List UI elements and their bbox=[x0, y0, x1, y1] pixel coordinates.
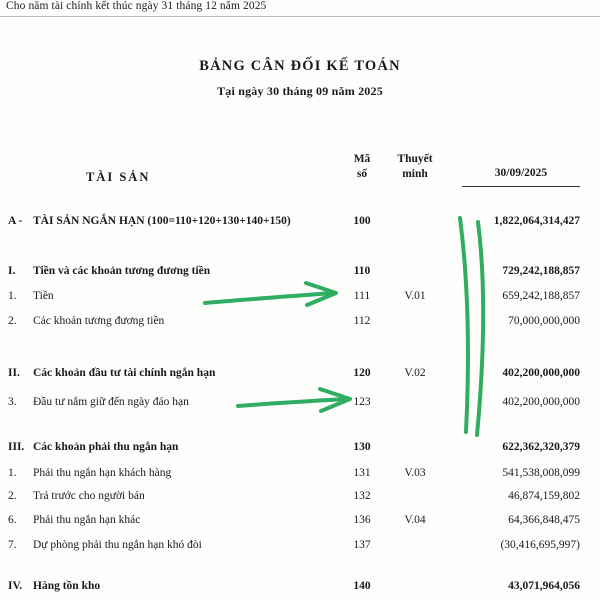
row-index: 3. bbox=[8, 396, 17, 408]
column-header-code-line2: số bbox=[356, 168, 368, 180]
row-index: 2. bbox=[8, 490, 17, 502]
row-index: II. bbox=[8, 367, 20, 379]
row-note: V.04 bbox=[404, 514, 426, 526]
row-code: 137 bbox=[353, 539, 371, 551]
row-value: 64,366,848,475 bbox=[508, 514, 580, 526]
row-note: V.03 bbox=[404, 467, 426, 479]
table-row bbox=[0, 265, 600, 283]
row-value: 402,200,000,000 bbox=[502, 396, 580, 408]
column-header-period-rule bbox=[462, 186, 580, 187]
row-code: 100 bbox=[353, 215, 371, 227]
row-label: Các khoản tương đương tiền bbox=[33, 315, 165, 327]
header-divider bbox=[0, 16, 600, 17]
row-value: 729,242,188,857 bbox=[502, 265, 580, 277]
row-code: 112 bbox=[353, 315, 371, 327]
column-header-note-line1: Thuyết bbox=[397, 153, 433, 165]
column-header-note bbox=[388, 152, 442, 182]
row-label: Phải thu ngắn hạn khác bbox=[33, 514, 141, 526]
row-index: I. bbox=[8, 265, 16, 277]
column-header-code-line1: Mã bbox=[353, 153, 371, 165]
row-index: 7. bbox=[8, 539, 17, 551]
row-label: Đầu tư nắm giữ đến ngày đáo hạn bbox=[33, 396, 189, 408]
document-title: BẢNG CÂN ĐỐI KẾ TOÁN bbox=[199, 58, 401, 74]
table-row bbox=[0, 490, 600, 508]
row-label: TÀI SẢN NGẮN HẠN (100=110+120+130+140+150) bbox=[33, 215, 291, 227]
row-value: 70,000,000,000 bbox=[508, 315, 580, 327]
column-header-assets: TÀI SẢN bbox=[86, 170, 151, 184]
row-note: V.01 bbox=[404, 290, 426, 302]
row-index: A - bbox=[8, 215, 23, 227]
row-value: 46,874,159,802 bbox=[508, 490, 580, 502]
row-code: 130 bbox=[353, 441, 371, 453]
row-index: 2. bbox=[8, 315, 17, 327]
table-row bbox=[0, 580, 600, 598]
column-header-period: 30/09/2025 bbox=[494, 167, 548, 179]
row-code: 131 bbox=[353, 467, 371, 479]
table-row bbox=[0, 441, 600, 459]
row-label: Dự phòng phải thu ngắn hạn khó đòi bbox=[33, 539, 202, 551]
row-index: IV. bbox=[8, 580, 23, 592]
table-row bbox=[0, 396, 600, 414]
row-index: 1. bbox=[8, 467, 17, 479]
row-code: 111 bbox=[353, 290, 371, 302]
row-index: 6. bbox=[8, 514, 17, 526]
table-row bbox=[0, 539, 600, 557]
row-label: Tiền và các khoản tương đương tiền bbox=[33, 265, 211, 277]
row-label: Phải thu ngắn hạn khách hàng bbox=[33, 467, 172, 479]
row-code: 140 bbox=[353, 580, 371, 592]
row-value: (30,416,695,997) bbox=[500, 539, 580, 551]
column-header-code bbox=[345, 152, 379, 182]
table-row bbox=[0, 290, 600, 308]
row-code: 136 bbox=[353, 514, 371, 526]
row-value: 1,822,064,314,427 bbox=[493, 215, 580, 227]
table-row bbox=[0, 514, 600, 532]
row-value: 659,242,188,857 bbox=[502, 290, 580, 302]
row-code: 123 bbox=[353, 396, 371, 408]
row-value: 541,538,008,099 bbox=[502, 467, 580, 479]
row-value: 622,362,320,379 bbox=[502, 441, 580, 453]
row-label: Tiền bbox=[33, 290, 54, 302]
row-note: V.02 bbox=[404, 367, 426, 379]
row-index: 1. bbox=[8, 290, 17, 302]
row-label: Các khoản đầu tư tài chính ngắn hạn bbox=[33, 367, 216, 379]
row-code: 120 bbox=[353, 367, 371, 379]
column-header-note-line2: minh bbox=[402, 168, 428, 180]
row-code: 110 bbox=[353, 265, 371, 277]
table-row bbox=[0, 215, 600, 233]
fiscal-year-note: Cho năm tài chính kết thúc ngày 31 tháng 12 năm 2025 bbox=[6, 0, 267, 12]
document-subtitle: Tại ngày 30 tháng 09 năm 2025 bbox=[217, 84, 383, 98]
row-label: Các khoản phải thu ngắn hạn bbox=[33, 441, 179, 453]
row-index: III. bbox=[8, 441, 25, 453]
row-code: 132 bbox=[353, 490, 371, 502]
row-value: 402,200,000,000 bbox=[502, 367, 580, 379]
row-label: Trả trước cho người bán bbox=[33, 490, 145, 502]
row-value: 43,071,964,056 bbox=[508, 580, 580, 592]
row-label: Hàng tồn kho bbox=[33, 580, 101, 592]
table-row bbox=[0, 367, 600, 385]
table-row bbox=[0, 315, 600, 333]
table-row bbox=[0, 467, 600, 485]
